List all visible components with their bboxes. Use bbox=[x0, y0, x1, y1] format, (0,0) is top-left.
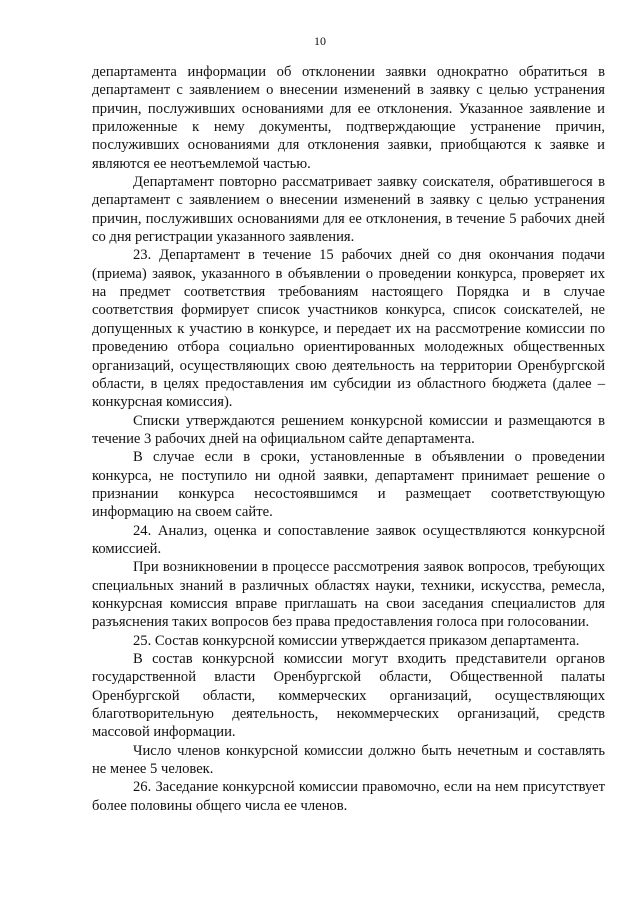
paragraph-clause-23: 23. Департамент в течение 15 рабочих дней со дня окончания подачи (приема) заявок, указанного в объявлении о проведении конкурса, проверяет их на предмет соответствия требованиям настоящего Порядка и в случае соответствия формирует список участников конкурса, список соискателей, не допущенных к участию в конкурсе, и передает их на рассмотрение комиссии по проведению отбора социально ориентированных молодежных общественных организаций, осуществляющих свою деятельность на территории Оренбургской области, в целях предоставления им субсидии из областного бюджета (далее – конкурсная комиссия). bbox=[92, 247, 605, 411]
paragraph-clause-25: 25. Состав конкурсной комиссии утверждается приказом департамента. bbox=[133, 632, 580, 649]
paragraph-experts: При возникновении в процессе рассмотрения заявок вопросов, требующих специальных знаний в различных областях науки, техники, искусства, ремесла, конкурсная комиссия вправе приглашать на свои заседания специалистов для разъяснения таких вопросов без права предоставления голоса при голосовании. bbox=[92, 559, 605, 631]
paragraph-member-count: Число членов конкурсной комиссии должно быть нечетным и составлять не менее 5 человек. bbox=[92, 742, 605, 778]
document-body bbox=[92, 63, 605, 815]
paragraph-repeat-review: Департамент повторно рассматривает заявку соискателя, обратившегося в департамент с заявлением о внесении изменений в заявку с целью устранения причин, послуживших основаниями для ее отклонения, в течение 5 рабочих дней со дня регистрации указанного заявления. bbox=[92, 174, 605, 246]
paragraph-lists-approval: Списки утверждаются решением конкурсной комиссии и размещаются в течение 3 рабочих дней на официальном сайте департамента. bbox=[92, 412, 605, 447]
paragraph-commission-members: В состав конкурсной комиссии могут входить представители органов государственной власти Оренбургской области, Общественной палаты Оренбургской области, коммерческих организаций, осуществляющих благотворительную деятельность, некоммерческих организаций, средств массовой информации. bbox=[92, 651, 605, 741]
page-number: 10 bbox=[314, 34, 326, 48]
paragraph-no-applications: В случае если в сроки, установленные в объявлении о проведении конкурса, не поступило ни одной заявки, департамент принимает решение о признании конкурса несостоявшимся и размещает соответствующую информацию на своем сайте. bbox=[92, 449, 605, 521]
paragraph-clause-24: 24. Анализ, оценка и сопоставление заявок осуществляются конкурсной комиссией. bbox=[92, 522, 605, 557]
paragraph-continuation: департамента информации об отклонении заявки однократно обратиться в департамент с заявлением о внесении изменений в заявку с целью устранения причин, послуживших основаниями для ее отклонения. Указанное заявление и приложенные к нему документы, подтверждающие устранение причин, послуживших основаниями для отклонения заявки, приобщаются к заявке и являются ее неотъемлемой частью. bbox=[92, 64, 605, 172]
paragraph-clause-26: 26. Заседание конкурсной комиссии правомочно, если на нем присутствует более половины общего числа ее членов. bbox=[92, 779, 605, 814]
